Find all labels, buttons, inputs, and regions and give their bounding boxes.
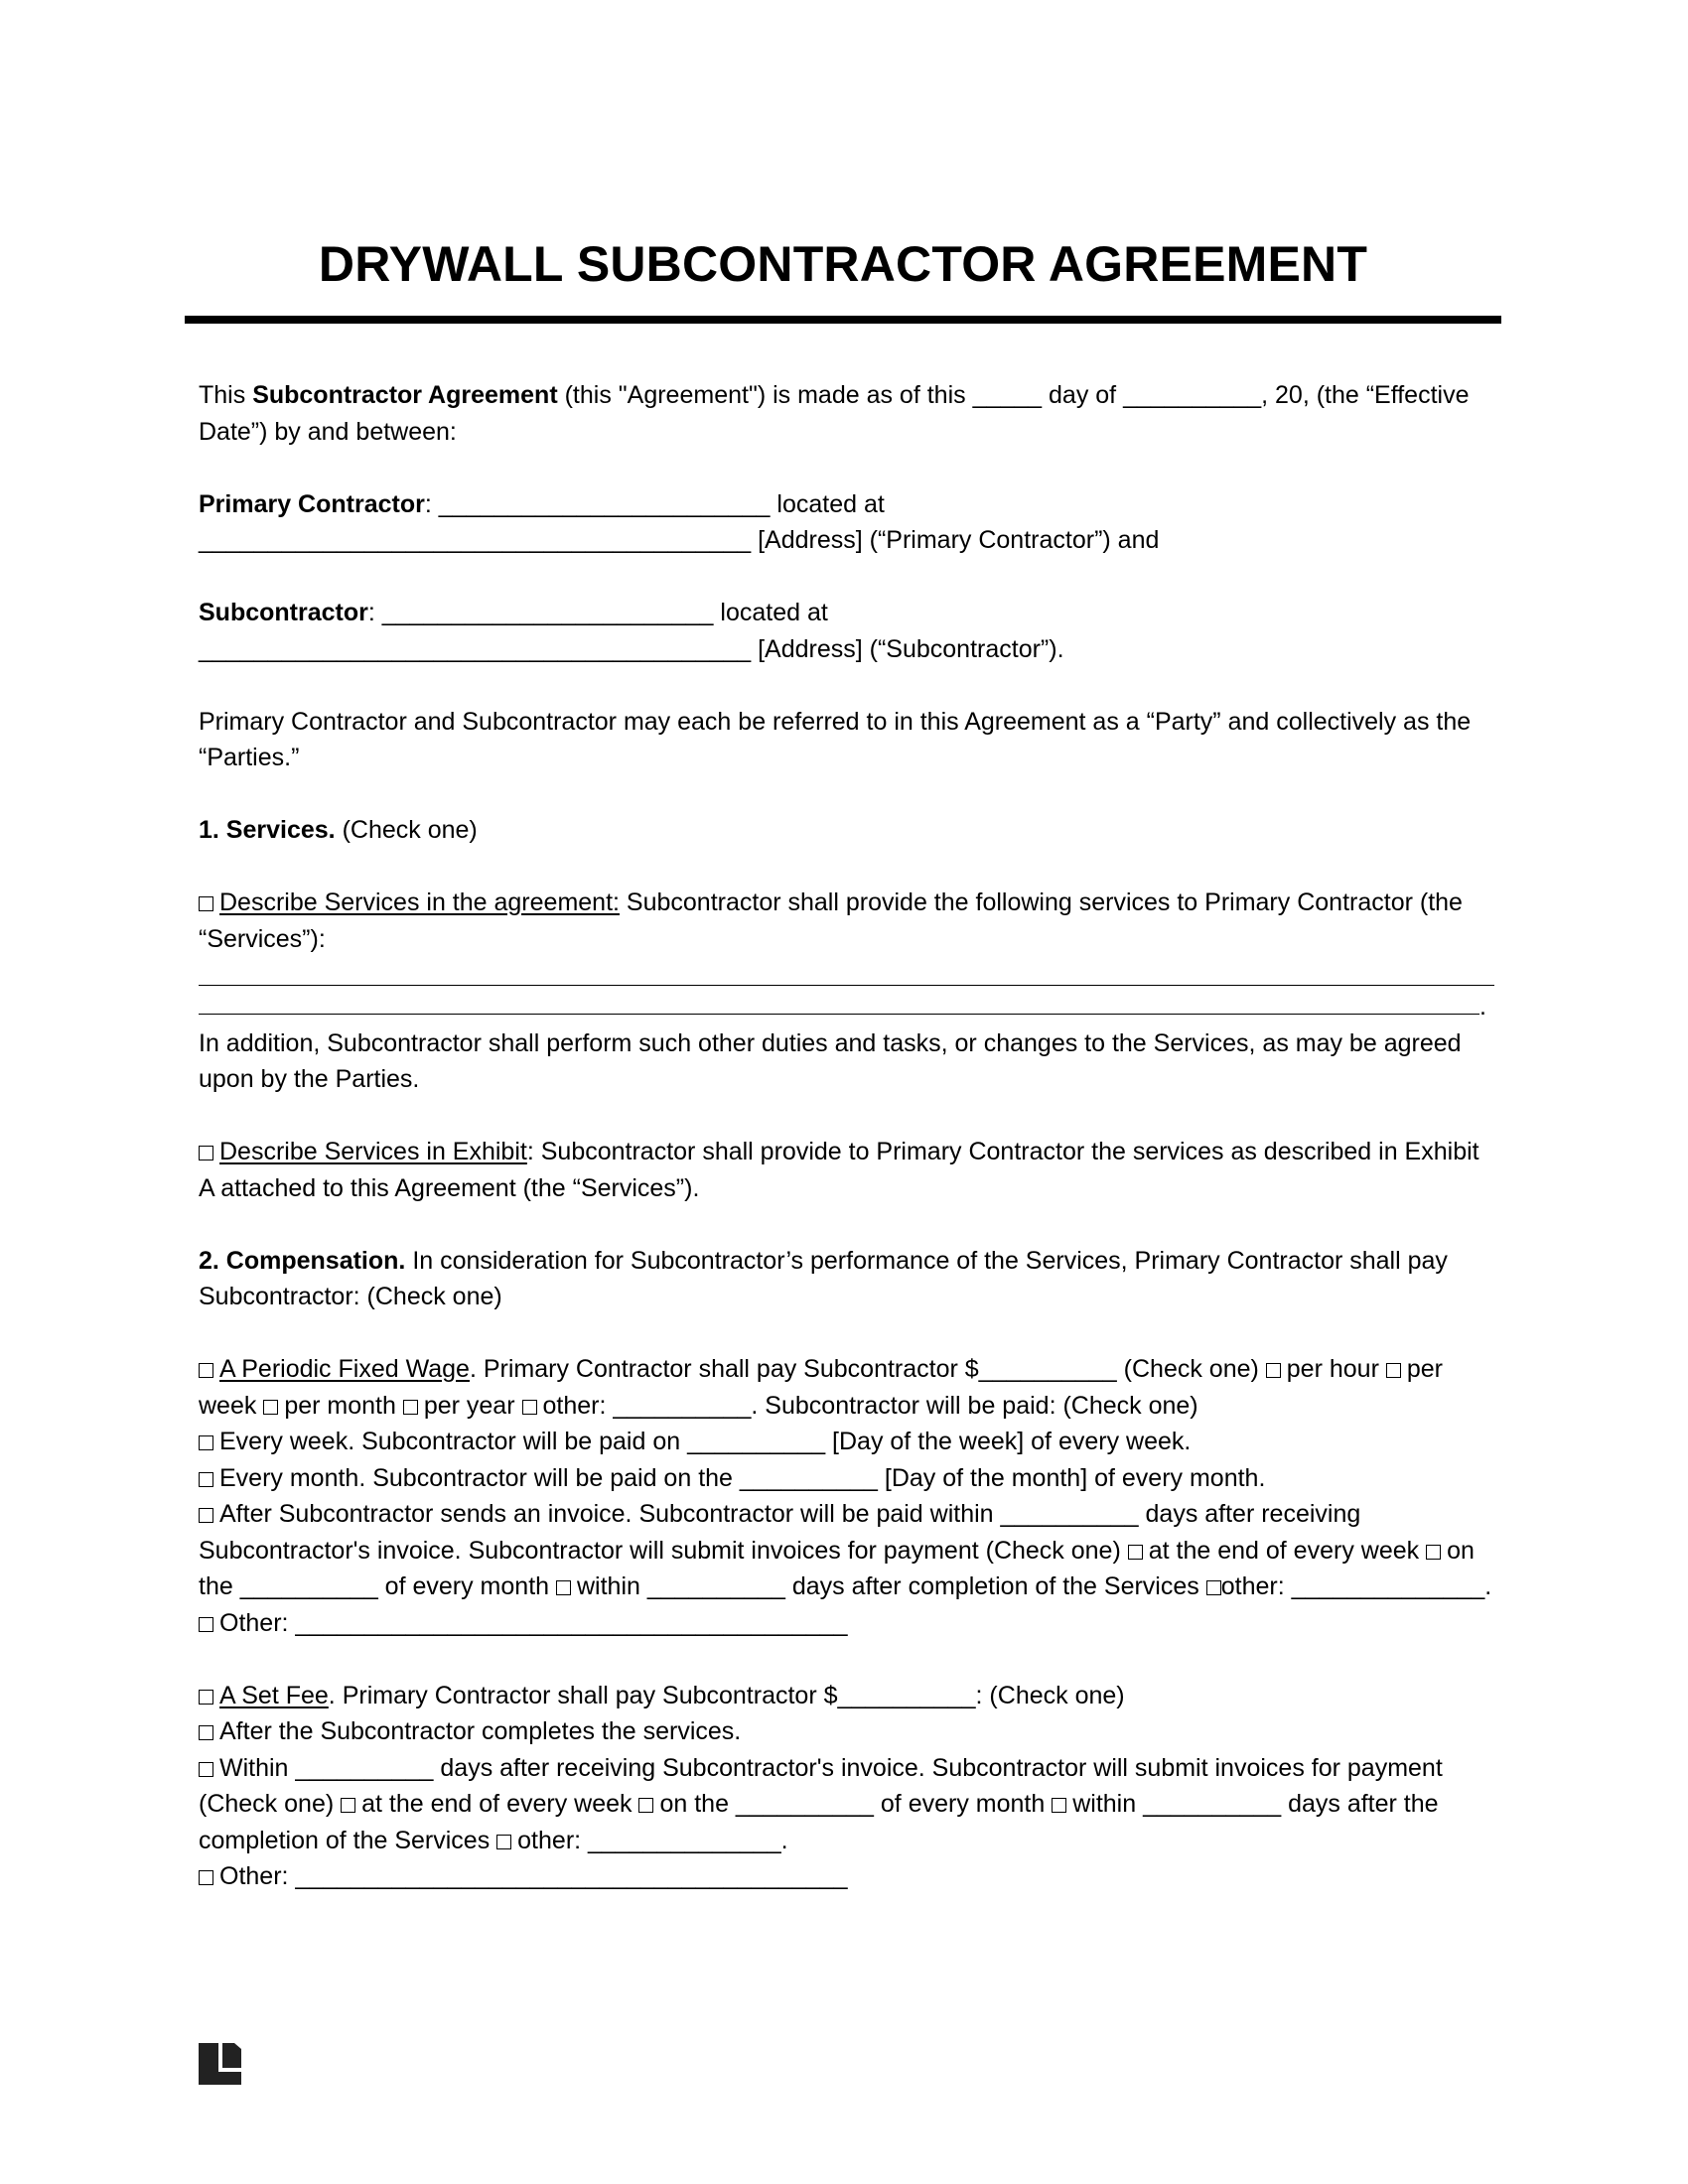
checkbox-icon[interactable] bbox=[199, 896, 213, 911]
checkbox-icon[interactable] bbox=[199, 1762, 213, 1777]
services-option-exhibit-label: Describe Services in Exhibit bbox=[219, 1138, 527, 1165]
document-body bbox=[199, 377, 1494, 1895]
checkbox-icon[interactable] bbox=[199, 1508, 213, 1523]
services-option-exhibit bbox=[199, 1134, 1494, 1206]
checkbox-icon[interactable] bbox=[199, 1690, 213, 1705]
set-fee-after-complete bbox=[199, 1713, 1494, 1750]
compensation-heading: 2. Compensation. bbox=[199, 1246, 406, 1275]
checkbox-icon[interactable] bbox=[199, 1617, 213, 1632]
checkbox-icon[interactable] bbox=[1052, 1798, 1066, 1813]
checkbox-icon[interactable] bbox=[199, 1146, 213, 1160]
set-fee-invoice-end-week: at the end of every week bbox=[361, 1790, 639, 1818]
checkbox-icon[interactable] bbox=[556, 1580, 571, 1595]
compensation-heading-text: In consideration for Subcontractor’s performance of the Services, Primary Contractor shall pay Subcontractor: (Check one) bbox=[199, 1246, 1448, 1310]
intro-text: This bbox=[199, 381, 253, 409]
wage-per-month: per month bbox=[284, 1391, 403, 1420]
section-compensation-heading bbox=[199, 1243, 1494, 1315]
wage-other-field[interactable]: Other: ________________________________________ bbox=[219, 1608, 848, 1637]
wage-other: other: __________. Subcontractor will be paid: (Check one) bbox=[542, 1391, 1198, 1420]
checkbox-icon[interactable] bbox=[403, 1400, 418, 1415]
wage-option bbox=[199, 1351, 1494, 1424]
document-logo-icon bbox=[199, 2043, 241, 2085]
intro-text-rest: (this "Agreement") is made as of this _____ day of __________, 20, (the “Effective Date”) by and between: bbox=[199, 381, 1470, 446]
set-fee-within bbox=[199, 1750, 1494, 1859]
checkbox-icon[interactable] bbox=[496, 1835, 511, 1849]
subcontractor-address-field[interactable]: ________________________________________ [Address] (“Subcontractor”). bbox=[199, 634, 1064, 663]
services-addition-paragraph: In addition, Subcontractor shall perform such other duties and tasks, or changes to the Services, as may be agreed upon by the Parties. bbox=[199, 1028, 1462, 1093]
primary-contractor-label: Primary Contractor bbox=[199, 489, 425, 518]
wage-invoice-other: other: ______________. bbox=[1220, 1572, 1492, 1600]
set-fee-label: A Set Fee bbox=[219, 1681, 329, 1709]
services-option-exhibit-text: : Subcontractor shall provide to Primary Contractor the services as described in Exhibit A attached to this Agreement (the “Services”). bbox=[199, 1138, 1479, 1202]
checkbox-icon[interactable] bbox=[199, 1725, 213, 1740]
wage-every-month-text: Every month. Subcontractor will be paid on the __________ [Day of the month] of every month. bbox=[219, 1463, 1266, 1492]
wage-amount-text: . Primary Contractor shall pay Subcontractor $__________ (Check one) bbox=[469, 1355, 1266, 1383]
checkbox-icon[interactable] bbox=[522, 1400, 537, 1415]
checkbox-icon[interactable] bbox=[263, 1400, 278, 1415]
set-fee-other-field[interactable]: Other: ________________________________________ bbox=[219, 1862, 848, 1890]
wage-after-invoice bbox=[199, 1496, 1494, 1605]
set-fee-within-text: Within __________ days after receiving Subcontractor's invoice. Subcontractor will submit invoices for payment (Check one) bbox=[199, 1753, 1443, 1818]
services-heading-note: (Check one) bbox=[335, 816, 478, 844]
intro-paragraph bbox=[199, 377, 1494, 450]
wage-invoice-end-week: at the end of every week bbox=[1148, 1536, 1427, 1565]
wage-per-week: per week bbox=[199, 1355, 1443, 1420]
line-end-period: . bbox=[1479, 993, 1486, 1021]
checkbox-icon[interactable] bbox=[638, 1798, 653, 1813]
checkbox-icon[interactable] bbox=[341, 1798, 355, 1813]
checkbox-icon[interactable] bbox=[1128, 1545, 1143, 1560]
wage-other-line bbox=[199, 1605, 1494, 1642]
parties-paragraph: Primary Contractor and Subcontractor may each be referred to in this Agreement as a “Party” and collectively as the “Parties.” bbox=[199, 707, 1472, 771]
title-divider bbox=[185, 316, 1501, 324]
wage-option-label: A Periodic Fixed Wage bbox=[219, 1355, 470, 1383]
wage-per-hour: per hour bbox=[1286, 1355, 1386, 1383]
set-fee-invoice-within: within __________ days after the completion of the Services bbox=[199, 1790, 1439, 1854]
set-fee-other-line bbox=[199, 1858, 1494, 1895]
set-fee-amount-text: . Primary Contractor shall pay Subcontractor $__________: (Check one) bbox=[328, 1681, 1125, 1709]
wage-every-month bbox=[199, 1460, 1494, 1497]
services-description-line-2[interactable] bbox=[199, 986, 1479, 1015]
subcontractor-label: Subcontractor bbox=[199, 599, 368, 626]
intro-bold-term: Subcontractor Agreement bbox=[252, 381, 558, 409]
set-fee-invoice-on-the: on the __________ of every month bbox=[659, 1790, 1053, 1818]
services-option-agreement bbox=[199, 885, 1494, 957]
services-description-line-2-row bbox=[199, 986, 1494, 1025]
primary-contractor-block bbox=[199, 486, 1494, 559]
set-fee-invoice-other: other: ______________. bbox=[517, 1826, 788, 1854]
wage-after-invoice-text: After Subcontractor sends an invoice. Subcontractor will be paid within __________ days after receiving Subcontractor's invoice. Subcontractor will submit invoices for payment (Check one) bbox=[199, 1500, 1361, 1565]
primary-contractor-address-field[interactable]: ________________________________________ [Address] (“Primary Contractor”) and bbox=[199, 526, 1160, 554]
section-services-heading bbox=[199, 812, 1494, 849]
document-title: DRYWALL SUBCONTRACTOR AGREEMENT bbox=[318, 236, 1368, 292]
wage-every-week-text: Every week. Subcontractor will be paid on __________ [Day of the week] of every week. bbox=[219, 1428, 1192, 1455]
wage-invoice-on-the: on the __________ of every month bbox=[199, 1536, 1475, 1600]
wage-invoice-within: within __________ days after completion of the Services bbox=[577, 1572, 1206, 1600]
set-fee-option bbox=[199, 1678, 1494, 1714]
subcontractor-name-field[interactable]: : ________________________ located at bbox=[367, 599, 828, 626]
services-option-agreement-text: Subcontractor shall provide the following services to Primary Contractor (the “Services”): bbox=[199, 888, 1463, 953]
checkbox-icon[interactable] bbox=[199, 1870, 213, 1885]
primary-contractor-name-field[interactable]: : ________________________ located at bbox=[424, 489, 885, 518]
services-heading: 1. Services. bbox=[199, 816, 336, 844]
checkbox-icon[interactable] bbox=[199, 1363, 213, 1378]
checkbox-icon[interactable] bbox=[199, 1472, 213, 1487]
checkbox-icon[interactable] bbox=[1426, 1545, 1441, 1560]
checkbox-icon[interactable] bbox=[199, 1435, 213, 1450]
checkbox-icon[interactable] bbox=[1206, 1580, 1221, 1595]
checkbox-icon[interactable] bbox=[1386, 1363, 1401, 1378]
wage-per-year: per year bbox=[423, 1391, 522, 1420]
subcontractor-block bbox=[199, 595, 1494, 667]
services-description-line-1[interactable] bbox=[199, 957, 1494, 986]
services-option-agreement-label: Describe Services in the agreement: bbox=[219, 888, 620, 916]
wage-every-week bbox=[199, 1424, 1494, 1460]
checkbox-icon[interactable] bbox=[1266, 1363, 1281, 1378]
set-fee-after-complete-text: After the Subcontractor completes the services. bbox=[219, 1717, 742, 1745]
